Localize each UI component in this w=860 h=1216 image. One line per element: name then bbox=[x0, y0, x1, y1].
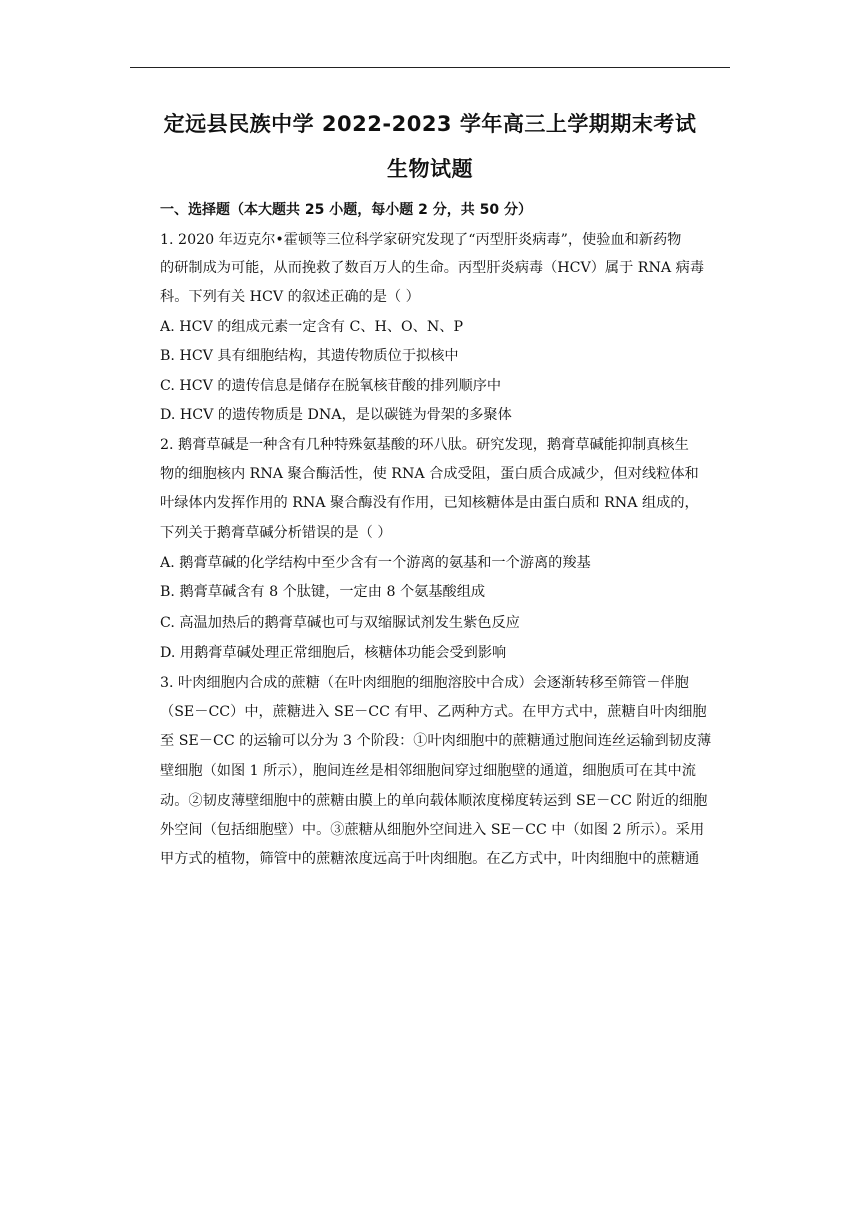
option-line: A. HCV 的组成元素一定含有 C、H、O、N、P bbox=[160, 319, 464, 335]
option-line: B. 鹅膏草碱含有 8 个肽键，一定由 8 个氨基酸组成 bbox=[160, 584, 486, 600]
text-line: 下列关于鹅膏草碱分析错误的是（ ） bbox=[160, 525, 392, 541]
text-line: 3. 叶肉细胞内合成的蔗糖（在叶肉细胞的细胞溶胶中合成）会逐渐转移至筛管－伴胞 bbox=[160, 675, 689, 691]
option-line: B. HCV 具有细胞结构，其遗传物质位于拟核中 bbox=[160, 348, 459, 364]
text-line: 至 SE－CC 的运输可以分为 3 个阶段：①叶肉细胞中的蔗糖通过胞间连丝运输到韧皮薄 bbox=[160, 733, 712, 749]
text-line: 外空间（包括细胞壁）中。③蔗糖从细胞外空间进入 SE－CC 中（如图 2 所示）。采用 bbox=[160, 822, 705, 838]
option-line: D. HCV 的遗传物质是 DNA，是以碳链为骨架的多聚体 bbox=[160, 407, 512, 423]
text-line: （SE－CC）中，蔗糖进入 SE－CC 有甲、乙两种方式。在甲方式中，蔗糖自叶肉细胞 bbox=[160, 704, 707, 720]
header-rule bbox=[130, 67, 730, 68]
text-line: 1. 2020 年迈克尔•霍顿等三位科学家研究发现了“丙型肝炎病毒”，使验血和新药物 bbox=[160, 232, 682, 248]
exam-title: 定远县民族中学 2022-2023 学年高三上学期期末考试 bbox=[163, 112, 697, 136]
text-line: 的研制成为可能，从而挽救了数百万人的生命。丙型肝炎病毒（HCV）属于 RNA 病毒 bbox=[160, 260, 705, 276]
option-line: D. 用鹅膏草碱处理正常细胞后，核糖体功能会受到影响 bbox=[160, 645, 507, 661]
option-line: A. 鹅膏草碱的化学结构中至少含有一个游离的氨基和一个游离的羧基 bbox=[160, 555, 591, 571]
section-heading: 一、选择题（本大题共 25 小题，每小题 2 分，共 50 分） bbox=[160, 202, 532, 218]
option-line: C. HCV 的遗传信息是储存在脱氧核苷酸的排列顺序中 bbox=[160, 378, 502, 394]
text-line: 物的细胞核内 RNA 聚合酶活性，使 RNA 合成受阻，蛋白质合成减少，但对线粒体和 bbox=[160, 466, 699, 482]
text-line: 甲方式的植物，筛管中的蔗糖浓度远高于叶肉细胞。在乙方式中，叶肉细胞中的蔗糖通 bbox=[160, 851, 700, 867]
exam-subtitle: 生物试题 bbox=[387, 157, 473, 181]
text-line: 动。②韧皮薄壁细胞中的蔗糖由膜上的单向载体顺浓度梯度转运到 SE－CC 附近的细胞 bbox=[160, 793, 708, 809]
text-line: 2. 鹅膏草碱是一种含有几种特殊氨基酸的环八肽。研究发现，鹅膏草碱能抑制真核生 bbox=[160, 437, 689, 453]
text-line: 壁细胞（如图 1 所示），胞间连丝是相邻细胞间穿过细胞壁的通道，细胞质可在其中流 bbox=[160, 763, 696, 779]
text-line: 科。下列有关 HCV 的叙述正确的是（ ） bbox=[160, 289, 420, 305]
option-line: C. 高温加热后的鹅膏草碱也可与双缩脲试剂发生紫色反应 bbox=[160, 615, 520, 631]
text-line: 叶绿体内发挥作用的 RNA 聚合酶没有作用，已知核糖体是由蛋白质和 RNA 组成的， bbox=[160, 495, 699, 511]
